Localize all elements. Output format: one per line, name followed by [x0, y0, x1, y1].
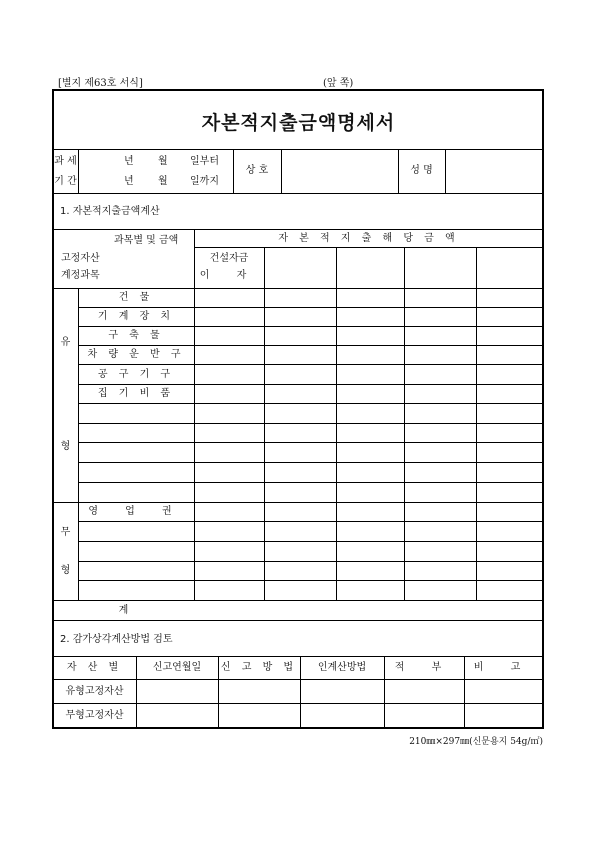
page-side: (앞 쪽): [323, 78, 354, 89]
interest-label-1: 건설자금: [209, 253, 249, 264]
row-label-goodwill: 영 업 권: [88, 506, 184, 517]
amount-head: 자 본 적 지 출 해 당 금 액: [278, 233, 459, 244]
frame-top: [52, 89, 544, 91]
row-label-tools: 공 구 기 구: [97, 369, 175, 380]
tangible-label-bottom: 형: [60, 441, 71, 452]
from-year-label: 년: [124, 156, 134, 167]
column-head-left-1: 고정자산: [61, 253, 100, 264]
row-label-fixtures: 집 기 비 품: [97, 388, 175, 399]
interest-label-2: 이 자: [199, 270, 259, 281]
intangible-label-bottom: 형: [60, 565, 71, 576]
row-tangible-fixed-assets: 유형고정자산: [65, 686, 124, 697]
total-label: 계: [118, 605, 129, 616]
col-accepted-method: 인계산방법: [317, 662, 367, 673]
document-title: 자본적지출금액명세서: [201, 112, 396, 134]
period-label-1: 과 세: [54, 156, 77, 167]
column-head-top: 과목별 및 금액: [114, 235, 179, 246]
section2-heading: 2. 감가상각계산방법 검토: [60, 634, 173, 645]
row-label-vehicle: 차 량 운 반 구: [87, 349, 185, 360]
col-remarks: 비 고: [473, 662, 533, 673]
company-field[interactable]: [282, 150, 398, 193]
row-label-structure: 구 축 물: [108, 330, 164, 341]
company-label: 상 호: [245, 165, 269, 176]
name-label: 성 명: [410, 165, 433, 176]
section1-heading: 1. 자본적지출금액계산: [60, 206, 160, 217]
frame-bottom: [52, 727, 544, 729]
row-intangible-fixed-assets: 무형고정자산: [65, 710, 124, 721]
column-head-left-2: 계정과목: [61, 270, 100, 281]
name-field[interactable]: [446, 150, 542, 193]
intangible-label-top: 무: [60, 527, 71, 538]
col-report-date: 신고연월일: [152, 662, 202, 673]
from-day-label: 일부터: [190, 156, 219, 167]
col-asset-type: 자 산 별: [66, 662, 123, 673]
to-day-label: 일까지: [190, 176, 219, 187]
form-number: [별지 제63호 서식]: [58, 78, 143, 89]
col-propriety: 적 부: [394, 662, 454, 673]
to-month-label: 월: [158, 176, 168, 187]
frame-right: [542, 89, 544, 729]
paper-spec: 210㎜×297㎜(신문용지 54g/㎡): [409, 737, 543, 747]
tangible-label-top: 유: [60, 337, 71, 348]
period-label-2: 기 간: [54, 176, 77, 187]
to-year-label: 년: [124, 176, 134, 187]
row-label-machinery: 기 계 장 치: [97, 311, 175, 322]
from-month-label: 월: [158, 156, 168, 167]
col-report-method: 신 고 방 법: [220, 662, 298, 673]
row-label-building: 건 물: [118, 292, 154, 303]
